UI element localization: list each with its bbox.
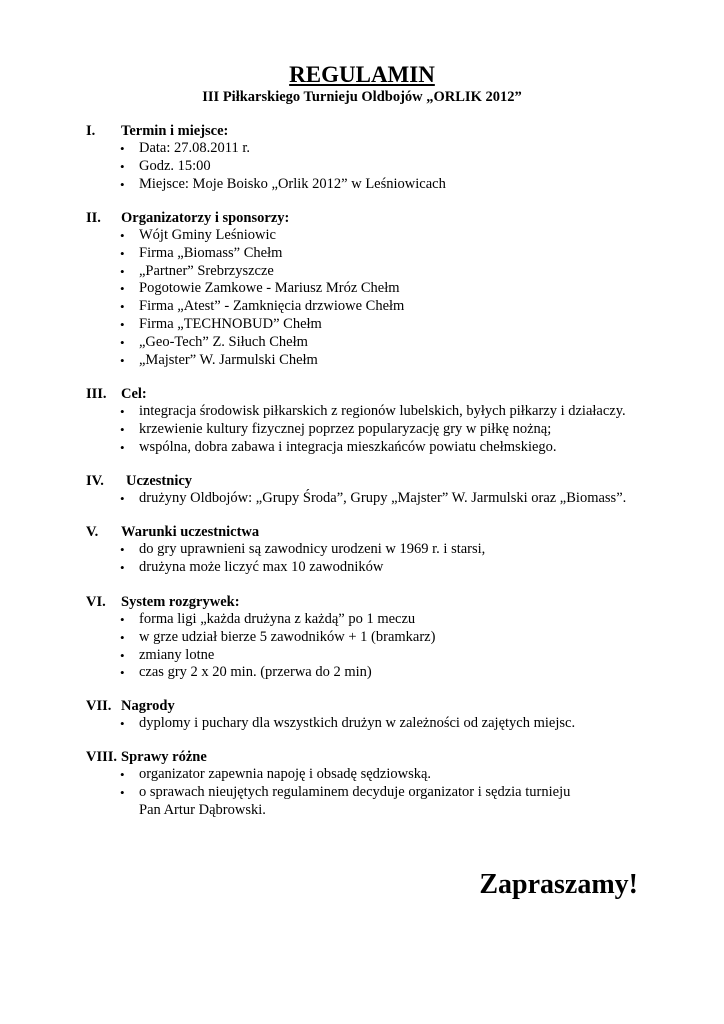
bullet-icon: • — [120, 228, 125, 243]
list-item: • Godz. 15:00 — [120, 157, 211, 174]
list-item-text: o sprawach nieujętych regulaminem decyduje organizator i sędzia turnieju — [139, 783, 571, 800]
section-heading: Uczestnicy — [126, 473, 193, 489]
document-subtitle: III Piłkarskiego Turnieju Oldbojów „ORLIK 2012” — [202, 89, 522, 105]
list-item: • do gry uprawnieni są zawodnicy urodzeni w 1969 r. i starsi, — [120, 541, 486, 557]
section-list — [0, 766, 724, 819]
bullet-icon: • — [120, 281, 125, 297]
bullet-icon: • — [120, 542, 125, 557]
list-item: • dyplomy i puchary dla wszystkich drużyn w zależności od zajętych miejsc. — [120, 715, 576, 731]
list-item: • „Geo-Tech” Z. Siłuch Chełm — [120, 333, 308, 350]
section-heading: Nagrody — [121, 698, 175, 714]
bullet-icon: • — [120, 439, 125, 455]
section-number: VIII. — [86, 749, 118, 765]
bullet-icon: • — [120, 245, 125, 261]
bullet-icon: • — [120, 612, 125, 627]
list-item: • organizator zapewnia napoję i obsadę sędziowską. — [120, 766, 432, 782]
section-list — [0, 227, 724, 369]
section-number: IV. — [86, 473, 104, 489]
bullet-icon: • — [120, 334, 125, 350]
bullet-icon: • — [120, 421, 125, 437]
bullet-icon: • — [120, 716, 125, 731]
bullet-icon: • — [120, 352, 125, 368]
section-number: VII. — [86, 698, 112, 714]
list-item: • krzewienie kultury fizycznej poprzez popularyzację gry w piłkę nożną; — [120, 420, 552, 437]
list-item: • drużyny Oldbojów: „Grupy Środa”, Grupy „Majster” W. Jarmulski oraz „Biomass”. — [120, 490, 627, 506]
section-number: V. — [86, 524, 99, 540]
section-heading: Sprawy różne — [121, 749, 207, 765]
bullet-icon: • — [120, 629, 125, 645]
section-list — [0, 403, 724, 456]
section-list — [0, 140, 724, 193]
section-heading: Organizatorzy i sponsorzy: — [121, 210, 290, 226]
section-heading: System rozgrywek: — [121, 594, 240, 610]
list-item: • Wójt Gminy Leśniowic — [120, 227, 276, 243]
list-item: • w grze udział bierze 5 zawodników + 1 (bramkarz) — [120, 628, 436, 645]
bullet-icon: • — [120, 647, 125, 663]
section-heading: Cel: — [121, 386, 147, 402]
list-item: • „Partner” Srebrzyszcze — [120, 262, 274, 279]
section-heading: Termin i miejsce: — [121, 123, 229, 139]
section-list — [0, 715, 724, 733]
list-item: • Firma „Atest” - Zamknięcia drzwiowe Chełm — [120, 298, 405, 315]
bullet-icon: • — [120, 784, 125, 800]
list-item: • Firma „TECHNOBUD” Chełm — [120, 315, 322, 332]
list-item: • zmiany lotne — [120, 646, 215, 663]
list-item: • czas gry 2 x 20 min. (przerwa do 2 min) — [120, 664, 372, 681]
bullet-icon: • — [120, 767, 125, 782]
section-list — [0, 611, 724, 682]
bullet-icon: • — [120, 176, 125, 192]
bullet-icon: • — [120, 404, 125, 419]
list-item: • forma ligi „każda drużyna z każdą” po 1 meczu — [120, 611, 416, 627]
closing-invitation: Zapraszamy! — [479, 869, 638, 900]
list-item: • wspólna, dobra zabawa i integracja mieszkańców powiatu chełmskiego. — [120, 438, 557, 455]
section-number: III. — [86, 386, 107, 402]
bullet-icon: • — [120, 491, 125, 506]
section-number: II. — [86, 210, 101, 226]
bullet-icon: • — [120, 665, 125, 681]
section-heading: Warunki uczestnictwa — [121, 524, 260, 540]
list-item: • drużyna może liczyć max 10 zawodników — [120, 558, 384, 575]
bullet-icon: • — [120, 299, 125, 315]
section-number: I. — [86, 123, 96, 139]
section-list — [0, 541, 724, 577]
list-item: • Firma „Biomass” Chełm — [120, 244, 283, 261]
bullet-icon: • — [120, 316, 125, 332]
list-item: • integracja środowisk piłkarskich z regionów lubelskich, byłych piłkarzy i działaczy. — [120, 403, 626, 419]
list-item: • „Majster” W. Jarmulski Chełm — [120, 351, 318, 368]
bullet-icon: • — [120, 263, 125, 279]
bullet-icon: • — [120, 141, 125, 156]
bullet-icon: • — [120, 559, 125, 575]
section-list — [0, 490, 724, 508]
list-item: • Pogotowie Zamkowe - Mariusz Mróz Chełm — [120, 280, 400, 297]
bullet-icon: • — [120, 158, 125, 174]
section-number: VI. — [86, 594, 106, 610]
list-item-continuation: Pan Artur Dąbrowski. — [139, 801, 266, 818]
list-item: • Data: 27.08.2011 r. — [120, 140, 251, 156]
list-item — [0, 784, 724, 820]
document-title: REGULAMIN — [289, 62, 435, 87]
list-item: • Miejsce: Moje Boisko „Orlik 2012” w Leśniowicach — [120, 175, 446, 192]
